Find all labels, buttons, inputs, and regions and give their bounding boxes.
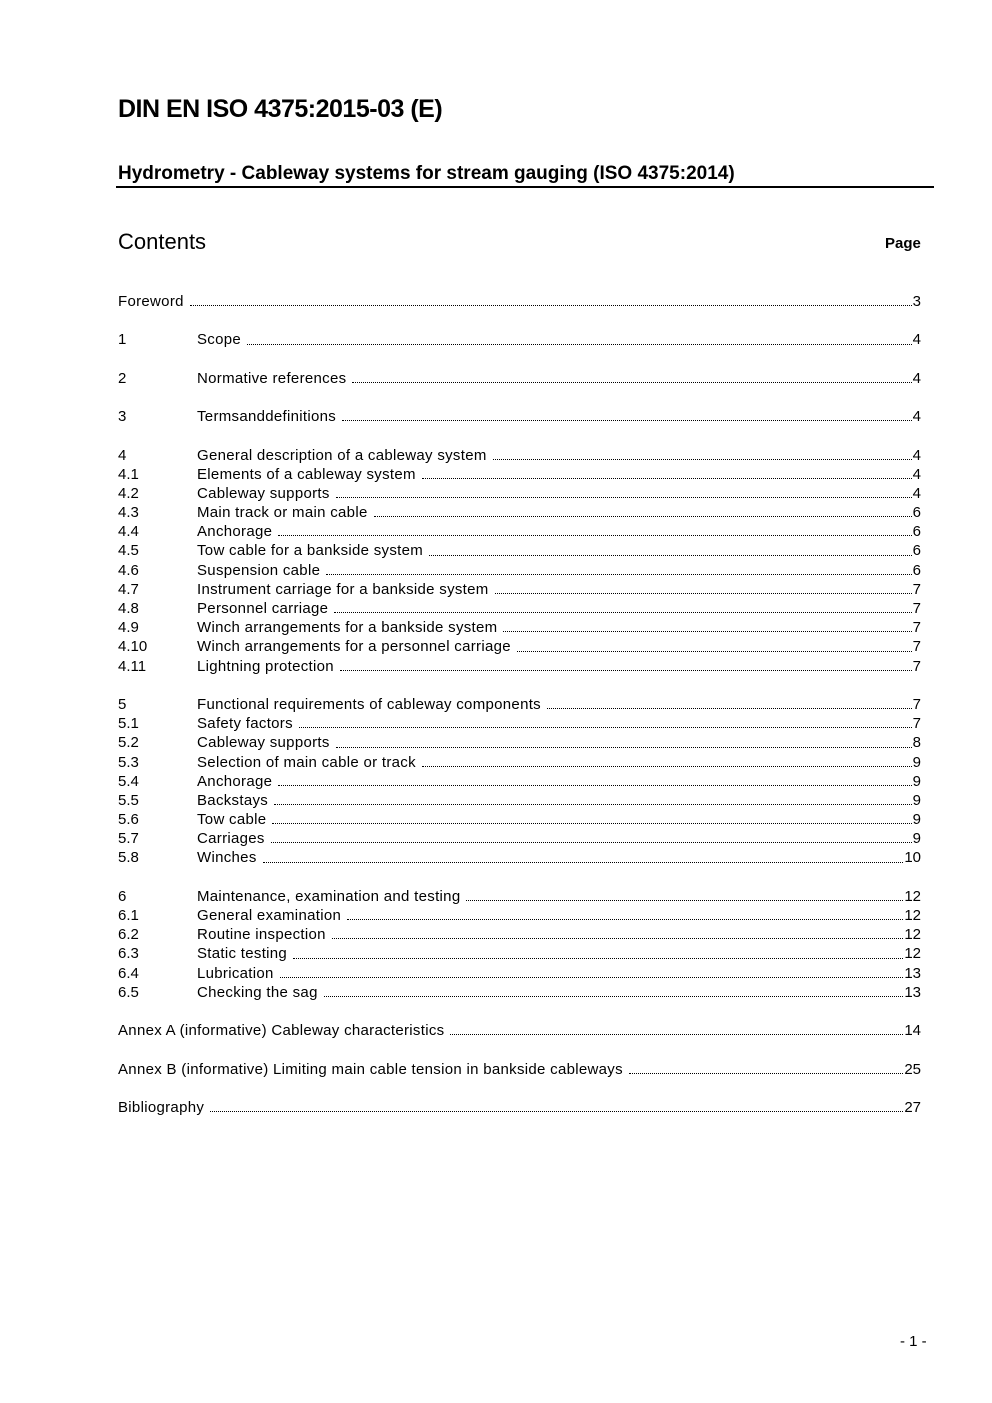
- dot-leader: [274, 791, 912, 805]
- toc-entry[interactable]: [118, 829, 921, 848]
- toc-entry-label: Tow cable for a bankside system: [197, 542, 424, 560]
- toc-entry-label: Functional requirements of cableway components: [197, 695, 541, 713]
- toc-entry-page: 9: [912, 753, 921, 771]
- toc-entry-label: Selection of main cable or track: [197, 753, 416, 771]
- toc-entry-label: Tow cable: [197, 811, 267, 829]
- toc-entry[interactable]: [118, 983, 921, 1002]
- contents-heading: Contents: [118, 229, 207, 254]
- toc-entry[interactable]: [118, 657, 921, 676]
- toc-entry-terms[interactable]: [118, 407, 921, 426]
- toc-entry-page: 14: [904, 1022, 921, 1040]
- dot-leader: [324, 983, 904, 997]
- toc-entry-number: 6.5: [118, 983, 139, 1001]
- toc-entry-page: 6: [912, 561, 921, 579]
- dot-leader: [190, 292, 912, 306]
- dot-leader: [493, 446, 912, 460]
- dot-leader: [293, 944, 903, 958]
- toc-entry-label: Anchorage: [197, 523, 273, 541]
- toc-entry-page: 27: [904, 1098, 921, 1116]
- toc-entry-number: 3: [118, 408, 127, 426]
- toc-entry-label: Carriages: [197, 830, 265, 848]
- toc-entry[interactable]: [118, 753, 921, 772]
- dot-leader: [299, 714, 912, 728]
- toc-entry[interactable]: [118, 906, 921, 925]
- toc-entry-label: Scope: [197, 331, 242, 349]
- toc-entry-label: Suspension cable: [197, 561, 321, 579]
- toc-entry[interactable]: [118, 925, 921, 944]
- toc-entry-label: Safety factors: [197, 715, 293, 733]
- toc-entry-page: 9: [912, 791, 921, 809]
- toc-entry-number: 5.8: [118, 849, 139, 867]
- toc-entry-normative-references[interactable]: [118, 369, 921, 388]
- toc-entry[interactable]: [118, 446, 921, 465]
- toc-entry[interactable]: [118, 887, 921, 906]
- toc-entry-number: 6.2: [118, 926, 139, 944]
- toc-entry-page: 4: [912, 369, 921, 387]
- toc-entry-label: Lubrication: [197, 964, 274, 982]
- toc-entry-page: 7: [912, 715, 921, 733]
- dot-leader: [342, 407, 912, 421]
- toc-entry-page: 13: [904, 964, 921, 982]
- toc-entry-page: 4: [912, 484, 921, 502]
- toc-entry-number: 4.11: [118, 657, 147, 675]
- toc-entry-label: Routine inspection: [197, 926, 326, 944]
- toc-entry-page: 7: [912, 619, 921, 637]
- toc-entry-number: 5: [118, 695, 127, 713]
- toc-entry[interactable]: [118, 503, 921, 522]
- toc-entry-number: 5.3: [118, 753, 139, 771]
- toc-entry-number: 6.3: [118, 945, 139, 963]
- toc-entry-number: 5.5: [118, 791, 139, 809]
- dot-leader: [629, 1060, 903, 1074]
- dot-leader: [429, 541, 912, 555]
- dot-leader: [503, 618, 911, 632]
- toc-entry-label: Winches: [197, 849, 257, 867]
- toc-entry[interactable]: [118, 772, 921, 791]
- toc-entry-number: 5.2: [118, 734, 139, 752]
- toc-entry[interactable]: [118, 599, 921, 618]
- dot-leader: [210, 1098, 903, 1112]
- toc-group-section-5: [118, 695, 921, 868]
- dot-leader: [352, 369, 911, 383]
- toc-entry-number: 4.4: [118, 523, 139, 541]
- toc-entry-label: Winch arrangements for a personnel carriage: [197, 638, 511, 656]
- dot-leader: [347, 906, 903, 920]
- toc-entry-label: Anchorage: [197, 772, 273, 790]
- toc-entry-label: Foreword: [118, 293, 184, 310]
- dot-leader: [336, 484, 912, 498]
- toc-entry-number: 4.1: [118, 465, 139, 483]
- toc-entry-number: 2: [118, 369, 127, 387]
- toc-group-section-4: [118, 446, 921, 676]
- dot-leader: [263, 848, 904, 862]
- toc-entry-page: 3: [912, 293, 921, 310]
- toc-entry[interactable]: [118, 964, 921, 983]
- toc-entry-page: 4: [912, 446, 921, 464]
- dot-leader: [517, 637, 912, 651]
- toc-entry[interactable]: [118, 733, 921, 752]
- toc-entry[interactable]: [118, 618, 921, 637]
- toc-entry-number: 4.9: [118, 619, 139, 637]
- dot-leader: [334, 599, 911, 613]
- toc-entry-page: 7: [912, 657, 921, 675]
- dot-leader: [326, 561, 911, 575]
- toc-entry[interactable]: [118, 580, 921, 599]
- toc-entry-label: Personnel carriage: [197, 600, 329, 617]
- toc-entry-number: 4.6: [118, 561, 139, 579]
- toc-entry-page: 25: [904, 1060, 921, 1078]
- toc-entry-label: Instrument carriage for a bankside system: [197, 580, 489, 598]
- toc-entry-page: 12: [904, 907, 921, 924]
- toc-entry-label: Cableway supports: [197, 484, 330, 502]
- page-number: - 1 -: [900, 1333, 927, 1350]
- dot-leader: [374, 503, 912, 517]
- toc-entry-label: Termsanddefinitions: [197, 408, 337, 426]
- toc-entry-number: 4.8: [118, 600, 139, 617]
- toc-entry[interactable]: [118, 465, 921, 484]
- dot-leader: [332, 925, 903, 939]
- toc-entry-number: 4: [118, 446, 127, 464]
- toc-entry[interactable]: [118, 714, 921, 733]
- toc-entry[interactable]: [118, 561, 921, 580]
- dot-leader: [422, 753, 912, 767]
- toc-entry-label: Lightning protection: [197, 657, 334, 675]
- table-of-contents: [118, 292, 921, 1117]
- dot-leader: [278, 772, 911, 786]
- toc-entry-label: Elements of a cableway system: [197, 465, 416, 483]
- toc-entry-label: Annex A (informative) Cableway characteristics: [118, 1022, 445, 1040]
- toc-entry[interactable]: [118, 484, 921, 503]
- toc-entry-label: General examination: [197, 907, 342, 924]
- dot-leader: [247, 330, 912, 344]
- toc-entry[interactable]: [118, 810, 921, 829]
- toc-entry[interactable]: [118, 791, 921, 810]
- toc-entry-page: 7: [912, 638, 921, 656]
- toc-entry-label: Bibliography: [118, 1098, 205, 1116]
- toc-entry-number: 4.3: [118, 504, 139, 522]
- toc-entry-page: 6: [912, 542, 921, 560]
- toc-entry-page: 10: [904, 849, 921, 867]
- toc-group-section-6: [118, 887, 921, 1002]
- toc-entry-label: Annex B (informative) Limiting main cable tension in bankside cableways: [118, 1060, 623, 1078]
- dot-leader: [495, 580, 912, 594]
- toc-entry-label: Normative references: [197, 369, 347, 387]
- toc-entry-page: 7: [912, 580, 921, 598]
- dot-leader: [280, 964, 904, 978]
- toc-entry-label: Cableway supports: [197, 734, 330, 752]
- toc-entry-number: 1: [118, 331, 127, 349]
- toc-entry-scope[interactable]: [118, 330, 921, 349]
- toc-entry-label: Winch arrangements for a bankside system: [197, 619, 498, 637]
- toc-entry-page: 9: [912, 811, 921, 829]
- toc-entry-label: Backstays: [197, 791, 269, 809]
- toc-entry-page: 4: [912, 465, 921, 483]
- toc-entry-page: 12: [904, 945, 921, 963]
- toc-entry-page: 7: [912, 695, 921, 713]
- dot-leader: [422, 465, 912, 479]
- dot-leader: [547, 695, 912, 709]
- toc-entry[interactable]: [118, 522, 921, 541]
- dot-leader: [336, 733, 912, 747]
- toc-entry-label: Checking the sag: [197, 983, 318, 1001]
- toc-entry-page: 6: [912, 504, 921, 522]
- toc-entry[interactable]: [118, 637, 921, 656]
- dot-leader: [466, 887, 903, 901]
- document-subtitle: Hydrometry - Cableway systems for stream gauging (ISO 4375:2014): [118, 163, 735, 184]
- toc-entry-number: 5.6: [118, 811, 139, 829]
- toc-entry-number: 6.1: [118, 907, 139, 924]
- toc-entry-page: 9: [912, 830, 921, 848]
- toc-entry-number: 6: [118, 887, 127, 905]
- toc-entry[interactable]: [118, 848, 921, 867]
- toc-entry-annex-a[interactable]: [118, 1021, 921, 1040]
- toc-entry-number: 4.10: [118, 638, 148, 656]
- toc-entry-label: General description of a cableway system: [197, 446, 487, 464]
- toc-entry-page: 12: [904, 926, 921, 944]
- title-divider: [116, 186, 934, 188]
- page-column-heading: Page: [885, 235, 921, 252]
- dot-leader: [272, 810, 911, 824]
- toc-entry-number: 5.4: [118, 772, 139, 790]
- toc-entry-page: 4: [912, 331, 921, 349]
- toc-entry-label: Main track or main cable: [197, 504, 368, 522]
- toc-entry-number: 5.7: [118, 830, 139, 848]
- toc-entry-number: 4.7: [118, 580, 139, 598]
- toc-entry-page: 9: [912, 772, 921, 790]
- toc-entry-page: 13: [904, 983, 921, 1001]
- dot-leader: [271, 829, 912, 843]
- toc-entry-annex-b[interactable]: [118, 1060, 921, 1079]
- toc-entry-label: Static testing: [197, 945, 288, 963]
- toc-entry-number: 5.1: [118, 715, 139, 733]
- dot-leader: [278, 522, 911, 536]
- toc-entry-foreword[interactable]: [118, 292, 921, 311]
- dot-leader: [450, 1021, 903, 1035]
- toc-entry-number: 6.4: [118, 964, 139, 982]
- toc-entry[interactable]: [118, 695, 921, 714]
- toc-entry-page: 8: [912, 734, 921, 752]
- toc-entry-page: 7: [912, 600, 921, 617]
- toc-entry[interactable]: [118, 541, 921, 560]
- toc-entry-page: 6: [912, 523, 921, 541]
- toc-entry-number: 4.2: [118, 484, 139, 502]
- toc-entry-page: 12: [904, 887, 921, 905]
- toc-entry-label: Maintenance, examination and testing: [197, 887, 461, 905]
- document-title: DIN EN ISO 4375:2015-03 (E): [118, 95, 443, 123]
- dot-leader: [340, 657, 912, 671]
- toc-entry-page: 4: [912, 408, 921, 426]
- toc-entry-number: 4.5: [118, 542, 139, 560]
- toc-entry[interactable]: [118, 944, 921, 963]
- toc-entry-bibliography[interactable]: [118, 1098, 921, 1117]
